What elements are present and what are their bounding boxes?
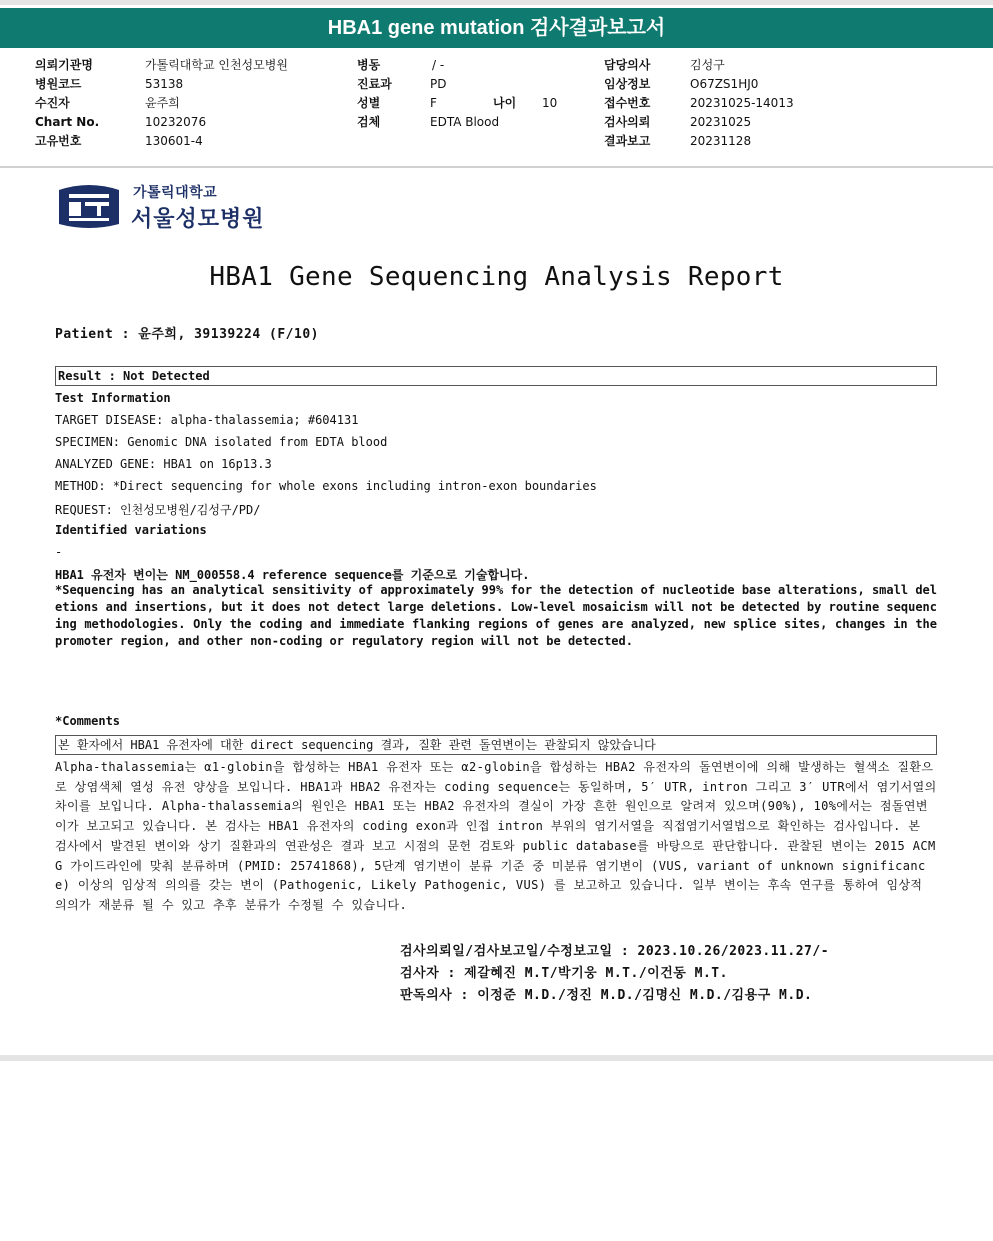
top-divider bbox=[0, 0, 993, 5]
info-row bbox=[35, 75, 184, 94]
logo-university-name: 가톨릭대학교 bbox=[133, 185, 218, 201]
test-info-heading: Test Information bbox=[55, 391, 171, 405]
info-value: PD bbox=[430, 77, 447, 91]
info-label: 병원코드 bbox=[35, 77, 82, 91]
info-column-1 bbox=[35, 56, 288, 151]
info-label-age: 나이 bbox=[493, 96, 517, 110]
info-label: 고유번호 bbox=[35, 134, 82, 148]
info-row bbox=[35, 132, 203, 151]
result-box: Result : Not Detected bbox=[55, 366, 937, 386]
info-value: 130601-4 bbox=[145, 134, 203, 148]
info-label: 임상정보 bbox=[604, 77, 651, 91]
info-label: Chart No. bbox=[35, 115, 100, 129]
info-label: 진료과 bbox=[357, 77, 392, 91]
info-row bbox=[35, 113, 207, 132]
request: REQUEST: 인천성모병원/김성구/PD/ bbox=[55, 503, 261, 517]
info-label: 검사의뢰 bbox=[604, 115, 651, 129]
report-header-title: HBA1 gene mutation 검사결과보고서 bbox=[0, 8, 993, 48]
comment-summary-box: 본 환자에서 HBA1 유전자에 대한 direct sequencing 결과, 질환 관련 돌연변이는 관찰되지 않았습니다 bbox=[55, 735, 937, 755]
identified-variations-heading: Identified variations bbox=[55, 523, 207, 537]
info-row bbox=[35, 56, 288, 75]
patient-info-panel bbox=[0, 48, 993, 168]
info-value: 김성구 bbox=[690, 58, 725, 72]
identified-variations-value: - bbox=[55, 545, 63, 559]
info-value-age: 10 bbox=[542, 96, 558, 110]
info-label: 담당의사 bbox=[604, 58, 651, 72]
patient-line: Patient : 윤주희, 39139224 (F/10) bbox=[55, 327, 319, 342]
comments-heading: *Comments bbox=[55, 714, 121, 728]
info-row bbox=[604, 113, 752, 132]
info-row bbox=[357, 113, 500, 132]
info-row bbox=[604, 94, 794, 113]
info-row bbox=[357, 56, 445, 75]
info-label: 병동 bbox=[357, 58, 381, 72]
method: METHOD: *Direct sequencing for whole exons including intron-exon boundaries bbox=[55, 479, 597, 493]
info-value: F bbox=[430, 96, 437, 110]
comment-body: Alpha-thalassemia는 α1-globin을 합성하는 HBA1 유전자 또는 α2-globin을 합성하는 HBA2 유전자의 돌연변이에 의해 발생하는 혈색소 질환으로 상염색체 열성 유전 양상을 보입니다. HBA1과 HBA2 유전자는 coding sequence는 동일하며, 5′ UTR, intron 그리고 3′ UTR에서 염기서열의 차이를 보입니다. Alpha-thalassemia의 원인은 HBA1 또는 HBA2 유전자의 결실이 가장 흔한 원인으로 알려져 있으며(90%), 10%에서는 점돌연변이가 보고되고 있습니다. 본 검사는 HBA1 유전자의 coding exon과 인접 intron 부위의 염기서열을 직접염기서열법으로 확인하는 검사입니다. 본 검사에서 발견된 변이와 상기 질환과의 연관성은 결과 보고 시점의 문헌 검토와 public database를 바탕으로 판단합니다. 관찰된 변이는 2015 ACMG 가이드라인에 맞춰 분류하며 (PMID: 25741868), 5단계 염기변이 분류 기준 중 미분류 염기변이 (VUS, variant of unknown significance) 이상의 임상적 의의를 갖는 변이 (Pathogenic, Likely Pathogenic, VUS) 를 보고하고 있습니다. 일부 변이는 후속 연구를 통하여 임상적 의의가 재분류 될 수 있고 추후 분류가 수정될 수 있습니다. bbox=[55, 760, 937, 912]
info-row bbox=[35, 94, 180, 113]
info-value: 20231025 bbox=[690, 115, 752, 129]
info-label: 접수번호 bbox=[604, 96, 651, 110]
info-label: 의뢰기관명 bbox=[35, 58, 93, 72]
test-dates: 검사의뢰일/검사보고일/수정보고일 : 2023.10.26/2023.11.27/- bbox=[400, 944, 830, 959]
info-label: 결과보고 bbox=[604, 134, 651, 148]
info-label: 성별 bbox=[357, 96, 381, 110]
hospital-logo bbox=[55, 180, 265, 230]
info-value: 가톨릭대학교 인천성모병원 bbox=[145, 58, 288, 72]
readers: 판독의사 : 이정준 M.D./정진 M.D./김명신 M.D./김용구 M.D. bbox=[400, 988, 813, 1003]
reference-note: HBA1 유전자 변이는 NM_000558.4 reference sequence를 기준으로 기술합니다. bbox=[55, 568, 530, 582]
info-value: 윤주희 bbox=[145, 96, 180, 110]
testers: 검사자 : 제갈혜진 M.T/박기웅 M.T./이건동 M.T. bbox=[400, 966, 728, 981]
info-value: 53138 bbox=[145, 77, 184, 91]
info-label: 검체 bbox=[357, 115, 381, 129]
sensitivity-note: *Sequencing has an analytical sensitivity of approximately 99% for the detection of nucleotide base alterations, small deletions and insertions, but it does not detect large deletions. Low-level mosaicism will not be detected by routine sequencing methodologies. Only the coding and immediate flanking regions of genes are analyzed, new splice sites, changes in the promoter region, and other non-coding or regulatory region will not be detected. bbox=[55, 583, 937, 648]
info-row bbox=[357, 75, 447, 94]
info-row bbox=[604, 132, 752, 151]
bottom-divider bbox=[0, 1055, 993, 1061]
info-row bbox=[604, 56, 725, 75]
info-label: 수진자 bbox=[35, 96, 70, 110]
info-row bbox=[357, 94, 558, 113]
info-value: O67ZS1HJ0 bbox=[690, 77, 759, 91]
info-value: EDTA Blood bbox=[430, 115, 500, 129]
target-disease: TARGET DISEASE: alpha-thalassemia; #604131 bbox=[55, 413, 359, 427]
info-column-2 bbox=[357, 56, 558, 132]
analyzed-gene: ANALYZED GENE: HBA1 on 16p13.3 bbox=[55, 457, 272, 471]
info-value: 20231025-14013 bbox=[690, 96, 794, 110]
specimen: SPECIMEN: Genomic DNA isolated from EDTA blood bbox=[55, 435, 388, 449]
info-value: / - bbox=[432, 58, 445, 72]
info-value: 10232076 bbox=[145, 115, 207, 129]
info-column-3 bbox=[604, 56, 794, 151]
info-row bbox=[604, 75, 759, 94]
report-title: HBA1 Gene Sequencing Analysis Report bbox=[209, 262, 784, 292]
hospital-seal-icon bbox=[55, 180, 123, 230]
logo-hospital-name: 서울성모병원 bbox=[131, 207, 265, 232]
info-value: 20231128 bbox=[690, 134, 752, 148]
